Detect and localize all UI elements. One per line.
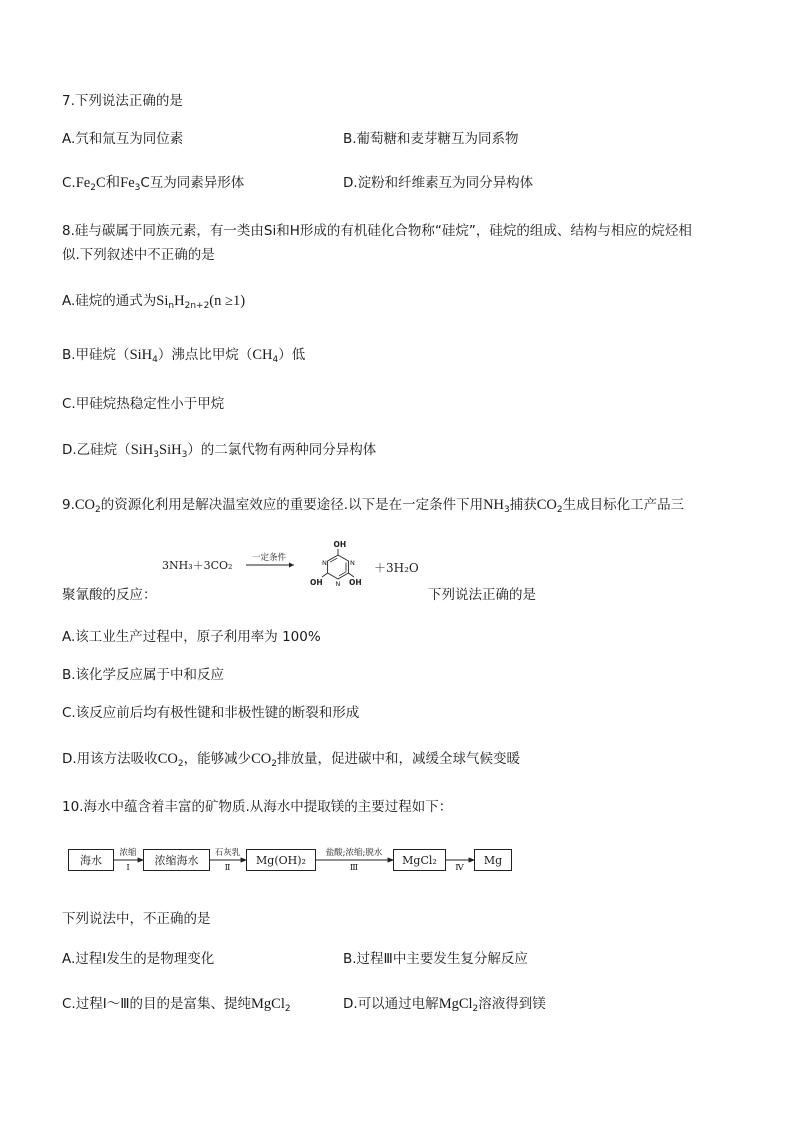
q9-co2b-sub: 2: [556, 505, 563, 515]
q10-c-formula: MgCl: [251, 996, 285, 1012]
q8-d-prefix: D.乙硅烷（: [62, 442, 131, 458]
q7-option-c: [62, 174, 244, 192]
q10-sub-stem: 下列说法中，不正确的是: [62, 911, 211, 927]
q8-a-prefix: A.硅烷的通式为: [62, 293, 157, 309]
q8-stem-line2: 似.下列叙述中不正确的是: [62, 247, 215, 263]
q10-option-b: B.过程Ⅲ中主要发生复分解反应: [343, 951, 528, 967]
q8-a-h: H: [174, 293, 185, 309]
q9-stem-mid2: 捕获: [509, 497, 537, 513]
q7-c-sub: 2: [90, 183, 96, 193]
flow-step-1: Ⅰ: [126, 863, 130, 873]
q8-a-post: (n ≥1): [209, 293, 246, 309]
ring-n3: N: [335, 580, 341, 588]
q9-option-c: C.该反应前后均有极性键和非极性键的断裂和形成: [62, 705, 360, 721]
q8-option-b: [62, 346, 305, 364]
q10-d-post: 溶液得到镁: [478, 996, 546, 1012]
eq-reactants: 3NH₃＋3CO₂: [162, 559, 233, 572]
eq-products: ＋3H₂O: [374, 561, 419, 575]
q7-option-a: A.氕和氚互为同位素: [62, 131, 184, 147]
q10-process-flow: [62, 843, 522, 883]
q9-option-b: B.该化学反应属于中和反应: [62, 667, 225, 683]
q8-b-sub2: 4: [272, 355, 279, 365]
q7-c-post: C互为同素异形体: [140, 175, 245, 191]
q9-co2: CO: [74, 497, 96, 513]
flow-box-mg: Mg: [474, 849, 512, 871]
q7-option-b: B.葡萄糖和麦芽糖互为同系物: [343, 131, 519, 147]
q9-d-co2-sub: 2: [177, 759, 184, 769]
q9-d-prefix: D.用该方法吸收: [62, 751, 158, 767]
q8-d-sub2: 3: [181, 450, 188, 460]
q7-c-formula2: Fe: [120, 175, 135, 191]
q10-stem: 10.海水中蕴含着丰富的矿物质.从海水中提取镁的主要过程如下：: [62, 799, 453, 815]
q9-nh3: NH: [483, 497, 505, 513]
q8-b-post: ）低: [278, 347, 306, 363]
q9-stem-mid: 的资源化利用是解决温室效应的重要途径.以下是在一定条件下用: [100, 497, 484, 513]
q9-option-a: A.该工业生产过程中，原子利用率为 100%: [62, 629, 321, 645]
q9-reaction-equation: [160, 538, 430, 594]
oh-left: OH: [310, 578, 323, 587]
flow-box-mgcl2: MgCl₂: [393, 849, 446, 871]
q10-option-c: [62, 995, 291, 1013]
q10-option-d: [343, 995, 546, 1013]
q8-b-prefix: B.甲硅烷（: [62, 347, 130, 363]
q9-d-post: 排放量，促进碳中和，减缓全球气候变暖: [276, 751, 520, 767]
q8-option-d: [62, 441, 376, 459]
q9-stem-line1: [62, 496, 684, 514]
q8-stem-line1: 8.硅与碳属于同族元素，有一类由Si和H形成的有机硅化合物称“硅烷”，硅烷的组成、结构与相应的烷烃相: [62, 223, 692, 239]
reaction-diagram: [160, 538, 430, 594]
q10-d-prefix: D.可以通过电解: [343, 996, 439, 1012]
flow-box-mgoh2: Mg(OH)₂: [246, 849, 316, 871]
q9-stem-line2-right: 下列说法正确的是: [428, 587, 536, 603]
flow-step-4: Ⅳ: [455, 863, 464, 873]
q8-option-c: C.甲硅烷热稳定性小于甲烷: [62, 396, 225, 412]
q9-d-co2b-sub: 2: [271, 759, 277, 769]
eq-arrowhead: [289, 563, 294, 568]
q8-b-sub1: 4: [152, 355, 158, 365]
q9-stem-line2-left: 聚氰酸的反应：: [62, 587, 157, 603]
q8-d-sub1: 3: [153, 450, 159, 460]
flow-label-1: 浓缩: [119, 848, 137, 858]
ring-n2: N: [322, 559, 327, 567]
q7-option-d: D.淀粉和纤维素互为同分异构体: [343, 175, 534, 191]
q10-c-sub: 2: [284, 1004, 291, 1014]
q10-d-formula: MgCl: [438, 996, 473, 1012]
flow-step-3: Ⅲ: [349, 863, 359, 873]
q9-co2-sub: 2: [95, 505, 101, 515]
q8-option-a: [62, 292, 245, 310]
q8-a-n: n: [168, 301, 175, 311]
flow-label-2: 石灰乳: [214, 848, 241, 858]
cyanuric-acid-structure: [310, 540, 362, 588]
ring-n1: N: [350, 559, 355, 567]
q9-number: 9.: [62, 497, 75, 513]
q9-d-co2b: CO: [251, 751, 272, 767]
q9-d-co2: CO: [157, 751, 178, 767]
flow-box-seawater: 海水: [68, 849, 114, 871]
q9-option-d: [62, 750, 520, 768]
q8-d-post: ）的二氯代物有两种同分异构体: [187, 442, 377, 458]
q10-c-prefix: C.过程Ⅰ～Ⅲ的目的是富集、提纯: [62, 996, 252, 1012]
oh-right: OH: [349, 578, 362, 587]
q8-d-formula1: SiH: [130, 442, 154, 458]
q9-nh3-sub: 3: [504, 505, 510, 515]
flow-label-3: 盐酸;浓缩;脱水: [325, 848, 383, 858]
q9-stem-post: 生成目标化工产品三: [562, 497, 685, 513]
q8-a-si: Si: [156, 293, 169, 309]
oh-top: OH: [333, 540, 347, 549]
q7-c-mid: C和: [95, 175, 121, 191]
q10-d-sub: 2: [472, 1004, 479, 1014]
eq-condition: 一定条件: [252, 553, 287, 563]
q9-d-mid: ，能够减少: [183, 751, 252, 767]
q8-d-formula2: SiH: [159, 442, 182, 458]
flow-step-2: Ⅱ: [224, 863, 231, 873]
q8-b-mid: ）沸点比甲烷（: [157, 347, 253, 363]
q8-b-formula2: CH: [252, 347, 273, 363]
flow-box-concentrated: 浓缩海水: [143, 849, 210, 871]
q8-a-sub: 2n+2: [184, 301, 210, 311]
q8-b-formula1: SiH: [129, 347, 153, 363]
q7-c-prefix: C.: [62, 175, 76, 191]
q9-co2b: CO: [536, 497, 557, 513]
q7-c-formula: Fe: [75, 175, 91, 191]
q7-c-sub2: 3: [134, 183, 141, 193]
q7-stem: 7.下列说法正确的是: [62, 93, 183, 109]
q10-option-a: A.过程Ⅰ发生的是物理变化: [62, 951, 215, 967]
